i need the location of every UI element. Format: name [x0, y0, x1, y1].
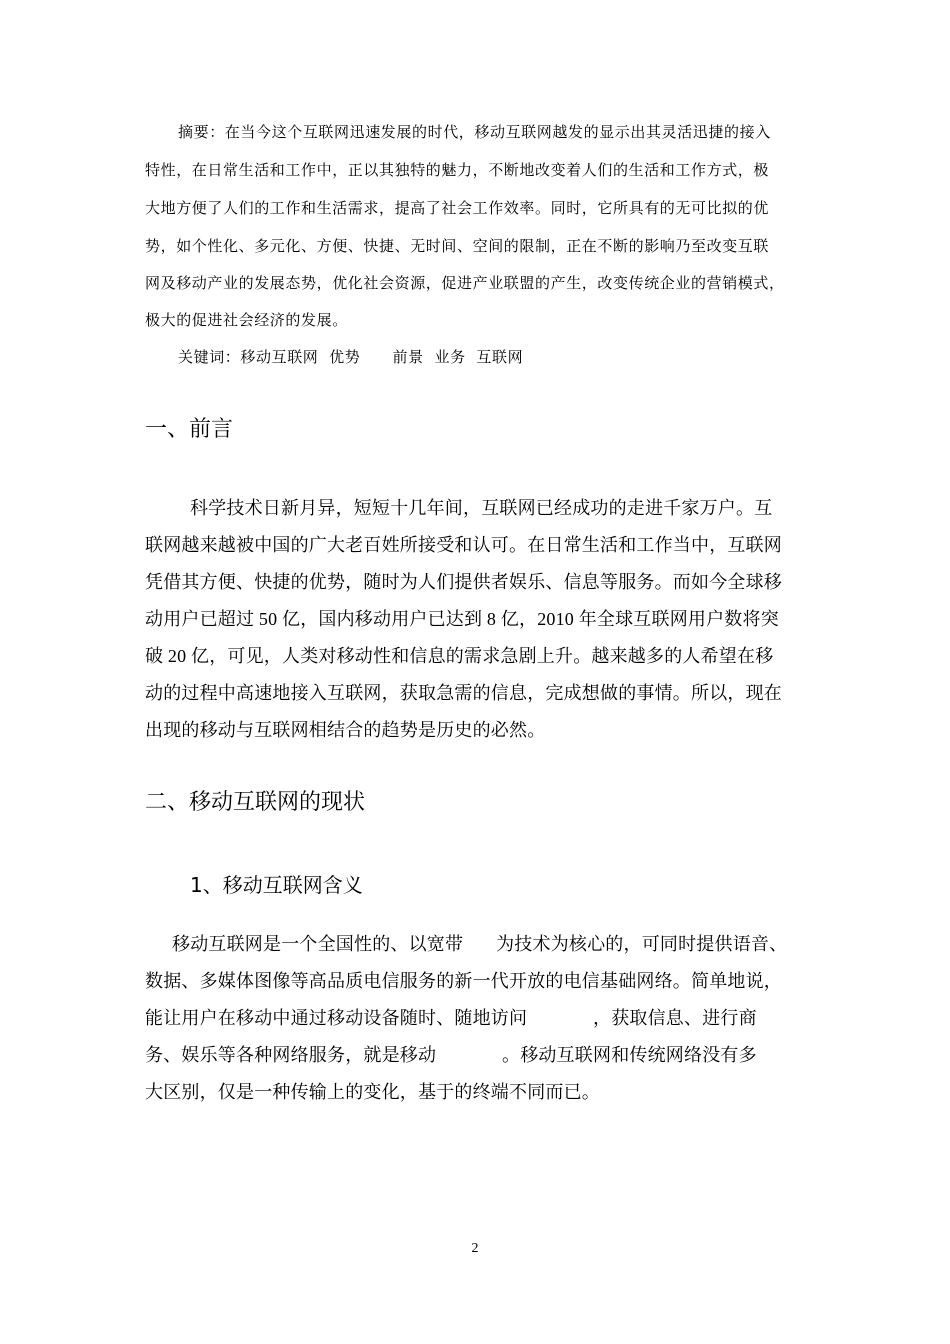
paragraph-line: 能让用户在移动中通过移动设备随时、随地访问 ，获取信息、进行商 — [145, 1008, 757, 1028]
abstract-line: 大地方便了人们的工作和生活需求，提高了社会工作效率。同时，它所具有的无可比拟的优 — [145, 199, 770, 217]
paragraph-line: 数据、多媒体图像等高品质电信服务的新一代开放的电信基础网络。简单地说， — [145, 971, 782, 991]
abstract-line: 特性，在日常生活和工作中，正以其独特的魅力，不断地改变着人们的生活和工作方式，极 — [145, 161, 770, 179]
paragraph-line: 联网越来越被中国的广大老百姓所接受和认可。在日常生活和工作当中，互联网 — [145, 535, 782, 555]
abstract-line: 势，如个性化、多元化、方便、快捷、无时间、空间的限制，正在不断的影响乃至改变互联 — [145, 237, 770, 255]
paragraph-line: 移动互联网是一个全国性的、以宽带 为技术为核心的，可同时提供语音、 — [172, 934, 788, 954]
abstract-line: 极大的促进社会经济的发展。 — [145, 311, 348, 329]
keywords: 关键词：移动互联网 优势 前景 业务 互联网 — [178, 348, 524, 366]
paragraph-line: 出现的移动与互联网相结合的趋势是历史的必然。 — [145, 720, 546, 740]
paragraph-line: 动的过程中高速地接入互联网，获取急需的信息，完成想做的事情。所以，现在 — [145, 683, 782, 703]
paragraph-line: 凭借其方便、快捷的优势，随时为人们提供者娱乐、信息等服务。而如今全球移 — [145, 572, 782, 592]
section-heading-preface: 一、前言 — [145, 417, 234, 442]
paragraph-line: 动用户已超过 50 亿，国内移动用户已达到 8 亿，2010 年全球互联网用户数将突 — [145, 609, 779, 629]
paragraph-line: 务、娱乐等各种网络服务，就是移动 。移动互联网和传统网络没有多 — [145, 1045, 757, 1065]
subsection-heading-definition: 1、移动互联网含义 — [190, 873, 363, 897]
paragraph-line: 大区别，仅是一种传输上的变化，基于的终端不同而已。 — [145, 1082, 600, 1102]
paragraph-line: 破 20 亿，可见，人类对移动性和信息的需求急剧上升。越来越多的人希望在移 — [145, 646, 774, 666]
abstract-line: 摘要：在当今这个互联网迅速发展的时代，移动互联网越发的显示出其灵活迅捷的接入 — [178, 123, 771, 141]
section-heading-status: 二、移动互联网的现状 — [145, 790, 366, 815]
paragraph-line: 科学技术日新月异，短短十几年间，互联网已经成功的走进千家万户。互 — [190, 498, 773, 518]
abstract-line: 网及移动产业的发展态势，优化社会资源，促进产业联盟的产生，改变传统企业的营销模式， — [145, 274, 785, 292]
page-number: 2 — [471, 1241, 479, 1256]
